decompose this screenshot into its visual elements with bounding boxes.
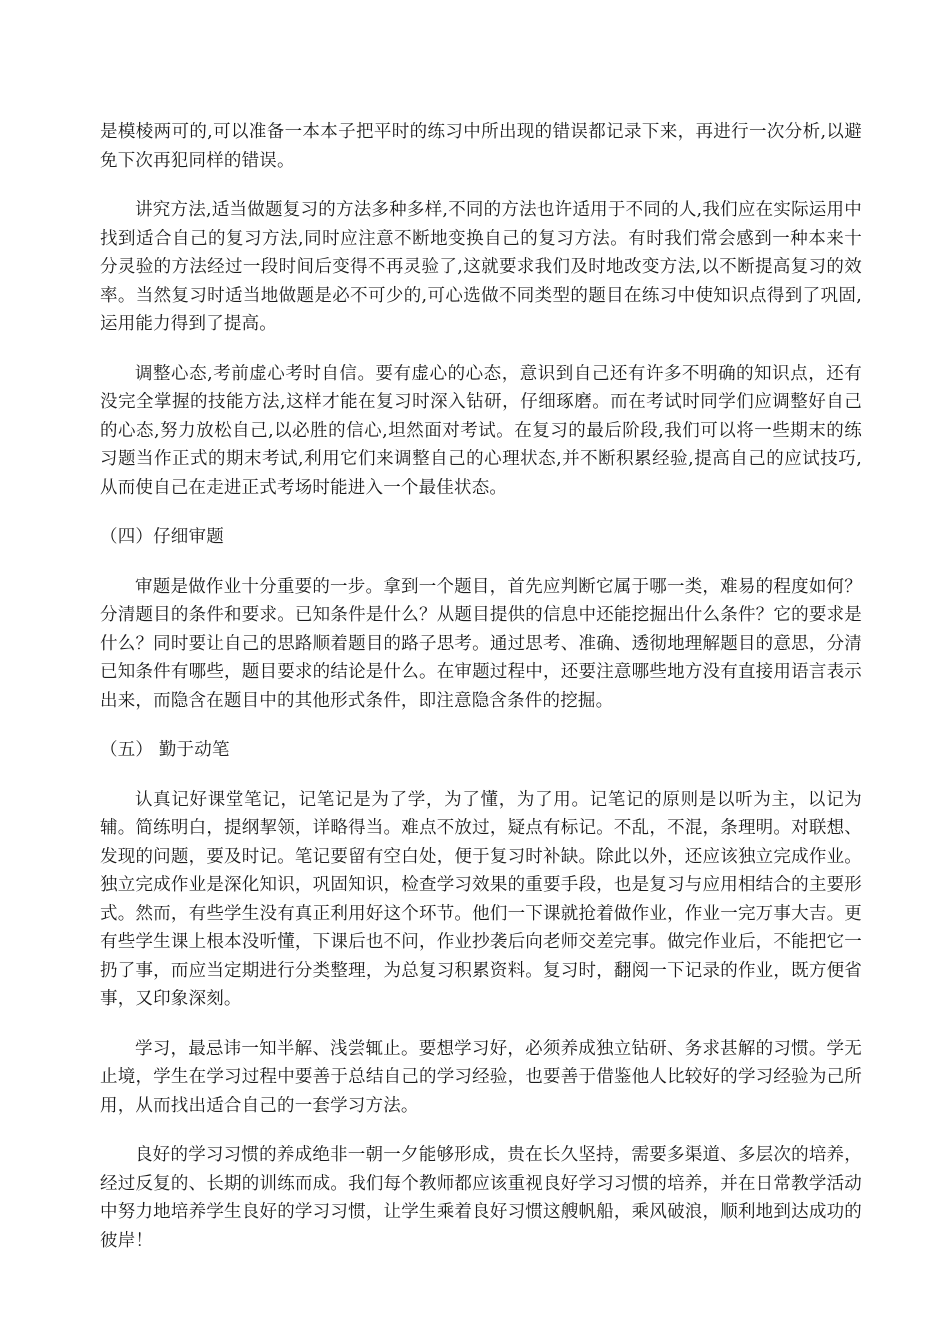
section-heading-5: （五） 勤于动笔 (100, 740, 230, 760)
paragraph-take-notes: 认真记好课堂笔记，记笔记是为了学，为了懂，为了用。记笔记的原则是以听为主，以记为辅。简练明白，提纲挈领，详略得当。难点不放过，疑点有标记。不乱，不混，条理明。对联想、发现的问题，要及时记。笔记要留有空白处，便于复习时补缺。除此以外，还应该独立完成作业。独立完成作业是深化知识，巩固知识，检查学习效果的重要手段，也是复习与应用相结合的主要形式。然而，有些学生没有真正利用好这个环节。他们一下课就抢着做作业，作业一完万事大吉。更有些学生课上根本没听懂，下课后也不问，作业抄袭后向老师交差完事。做完作业后，不能把它一扔了事，而应当定期进行分类整理，为总复习积累资料。复习时，翻阅一下记录的作业，既方便省事，又印象深刻。 (100, 789, 862, 1009)
document-page (100, 118, 862, 1276)
paragraph-mindset: 调整心态,考前虚心考时自信。要有虚心的心态，意识到自己还有许多不明确的知识点，还有没完全掌握的技能方法,这样才能在复习时深入钻研，仔细琢磨。而在考试时同学们应调整好自己的心态,努力放松自己,以必胜的信心,坦然面对考试。在复习的最后阶段,我们可以将一些期末的练习题当作正式的期末考试,利用它们来调整自己的心理状态,并不断积累经验,提高自己的应试技巧,从而使自己在走进正式考场时能进入一个最佳状态。 (100, 363, 862, 498)
paragraph-read-carefully: 审题是做作业十分重要的一步。拿到一个题目，首先应判断它属于哪一类，难易的程度如何？分清题目的条件和要求。已知条件是什么？从题目提供的信息中还能挖掘出什么条件？它的要求是什么？同时要让自己的思路顺着题目的路子思考。通过思考、准确、透彻地理解题目的意思，分清已知条件有哪些，题目要求的结论是什么。在审题过程中，还要注意哪些地方没有直接用语言表示出来，而隐含在题目中的其他形式条件，即注意隐含条件的挖掘。 (100, 576, 862, 711)
paragraph-learning: 学习，最忌讳一知半解、浅尝辄止。要想学习好，必须养成独立钻研、务求甚解的习惯。学无止境，学生在学习过程中要善于总结自己的学习经验，也要善于借鉴他人比较好的学习经验为己所用，从而找出适合自己的一套学习方法。 (100, 1038, 862, 1116)
paragraph-conclusion: 良好的学习习惯的养成绝非一朝一夕能够形成，贵在长久坚持，需要多渠道、多层次的培养，经过反复的、长期的训练而成。我们每个教师都应该重视良好学习习惯的培养，并在日常教学活动中努力地培养学生良好的学习习惯，让学生乘着良好习惯这艘帆船，乘风破浪，顺利地到达成功的彼岸！ (100, 1145, 862, 1251)
paragraph-error-log: 是模棱两可的,可以准备一本本子把平时的练习中所出现的错误都记录下来，再进行一次分析,以避免下次再犯同样的错误。 (100, 122, 862, 171)
paragraph-study-methods: 讲究方法,适当做题复习的方法多种多样,不同的方法也许适用于不同的人,我们应在实际运用中找到适合自己的复习方法,同时应注意不断地变换自己的复习方法。有时我们常会感到一种本来十分灵验的方法经过一段时间后变得不再灵验了,这就要求我们及时地改变方法,以不断提高复习的效率。当然复习时适当地做题是必不可少的,可心选做不同类型的题目在练习中使知识点得到了巩固,运用能力得到了提高。 (100, 200, 862, 334)
section-heading-4: （四）仔细审题 (100, 527, 224, 547)
